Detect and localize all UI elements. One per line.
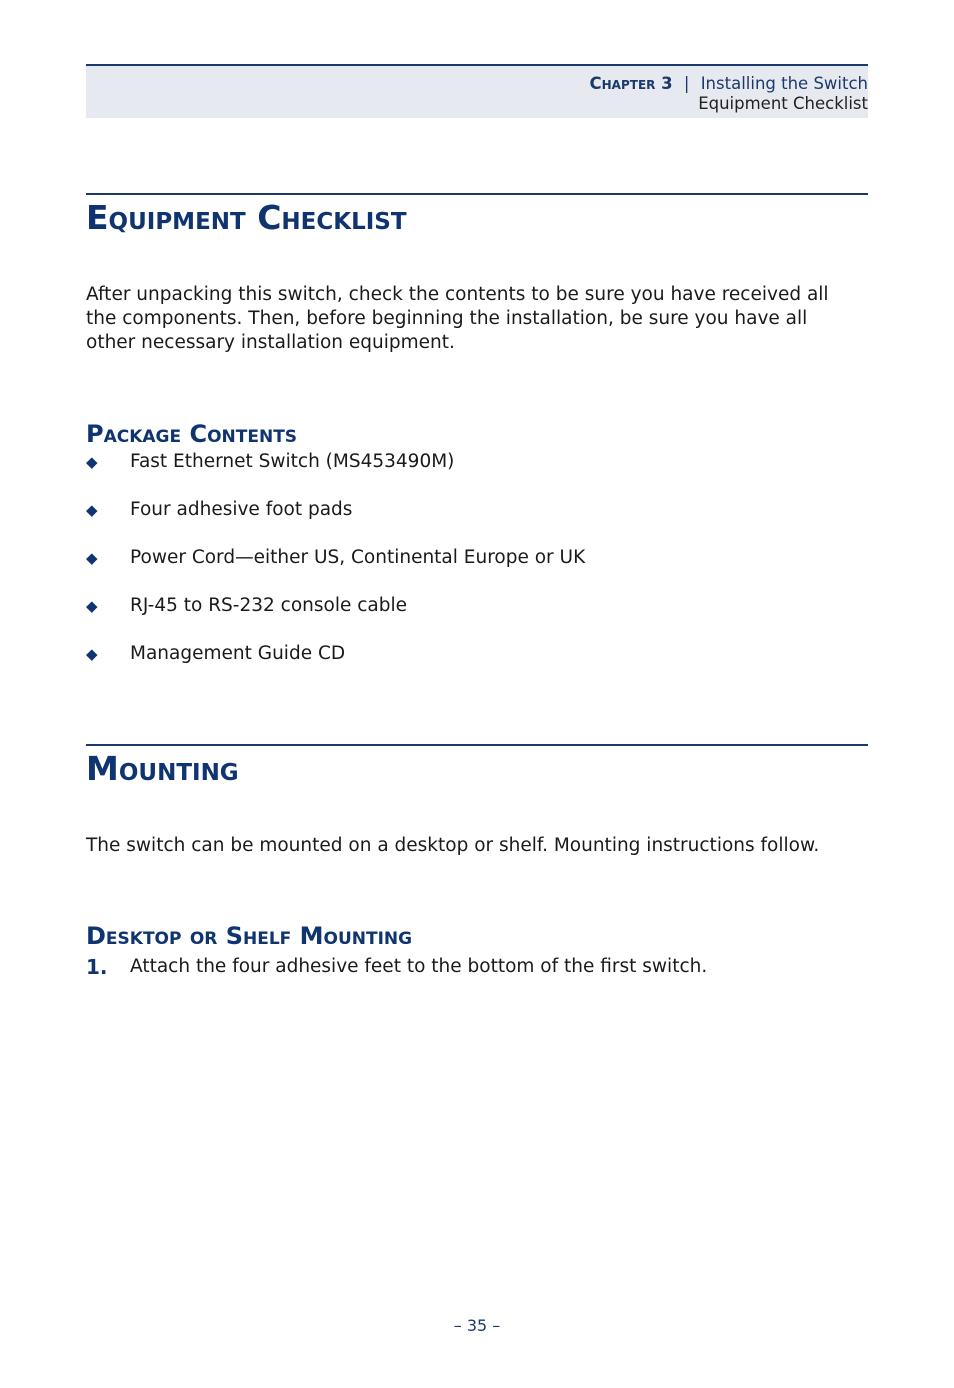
list-item-text: Power Cord—either US, Continental Europe or UK xyxy=(130,547,586,568)
diamond-bullet-icon: ◆ xyxy=(86,453,98,471)
list-item-text: Management Guide CD xyxy=(130,643,346,664)
step-text: Attach the four adhesive feet to the bottom of the first switch. xyxy=(130,956,708,977)
subsection-title-package-contents: Package Contents xyxy=(86,420,298,448)
list-item-text: Four adhesive foot pads xyxy=(130,499,353,520)
header-section: Equipment Checklist xyxy=(698,94,868,113)
subsection-title-desktop-mounting: Desktop or Shelf Mounting xyxy=(86,922,413,950)
section-title-mounting: Mounting xyxy=(86,749,239,788)
section-rule xyxy=(86,193,868,195)
paragraph-line: other necessary installation equipment. xyxy=(86,332,455,353)
header-separator: | xyxy=(683,74,690,93)
header-chapter-title: Installing the Switch xyxy=(700,74,868,93)
header-chapter: Chapter 3 xyxy=(589,74,673,93)
running-header xyxy=(86,64,868,118)
step-number: 1. xyxy=(86,955,108,979)
section-rule xyxy=(86,744,868,746)
mounting-intro-paragraph: The switch can be mounted on a desktop or shelf. Mounting instructions follow. xyxy=(86,835,820,856)
diamond-bullet-icon: ◆ xyxy=(86,501,98,519)
list-item-text: RJ-45 to RS-232 console cable xyxy=(130,595,408,616)
list-item-text: Fast Ethernet Switch (MS453490M) xyxy=(130,451,455,472)
header-chapter-line xyxy=(590,74,868,94)
equipment-intro-paragraph xyxy=(86,283,868,355)
diamond-bullet-icon: ◆ xyxy=(86,597,98,615)
paragraph-line: the components. Then, before beginning the installation, be sure you have all xyxy=(86,308,808,329)
diamond-bullet-icon: ◆ xyxy=(86,549,98,567)
section-title-equipment-checklist: Equipment Checklist xyxy=(86,198,407,237)
paragraph-line: After unpacking this switch, check the contents to be sure you have received all xyxy=(86,284,829,305)
page-number: – 35 – xyxy=(453,1316,501,1335)
diamond-bullet-icon: ◆ xyxy=(86,645,98,663)
